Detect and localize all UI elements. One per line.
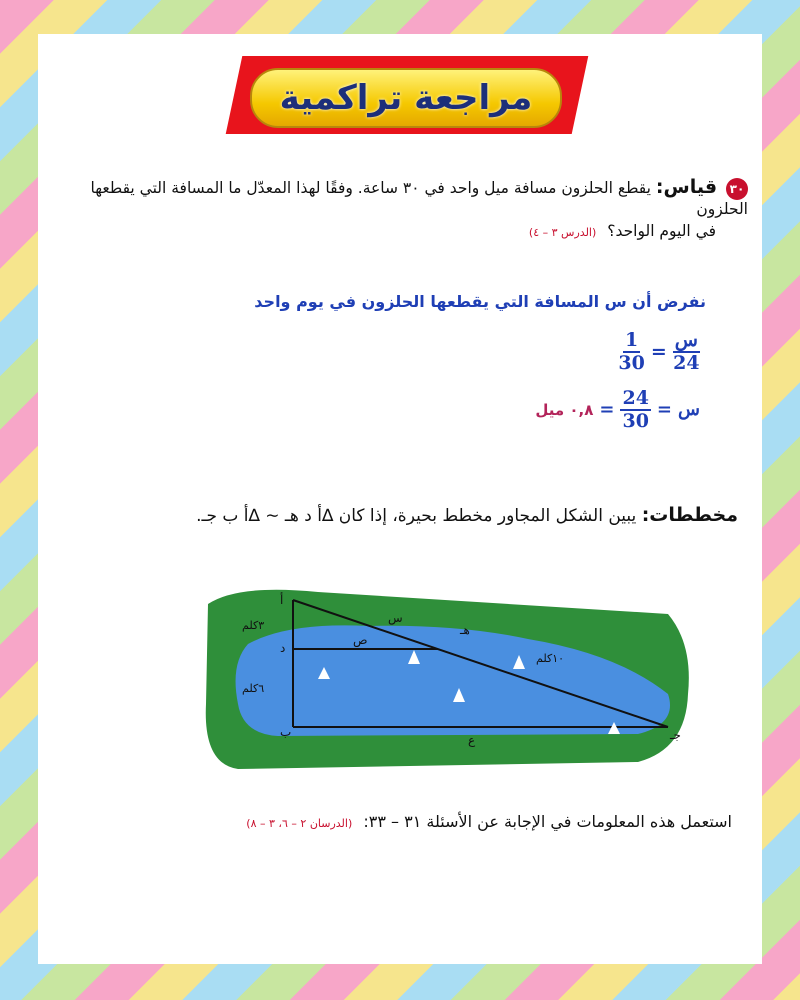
fraction-left-num: س xyxy=(674,329,698,351)
equation-result xyxy=(535,388,700,432)
question-text-line2-wrap xyxy=(529,222,716,240)
question-lesson-ref: (الدرس ٣ – ٤) xyxy=(528,226,597,239)
length-hj-label: ١٠كلم xyxy=(536,652,565,665)
fraction-result-num: 24 xyxy=(622,387,649,409)
lake-diagram xyxy=(198,584,698,774)
equals-sign: = xyxy=(650,340,667,363)
diagram-text: يبين الشكل المجاور مخطط بحيرة، إذا كان ∆أ د هـ ∽ ∆أ ب جـ. xyxy=(196,506,637,526)
fraction-result xyxy=(620,388,650,432)
footer-text: استعمل هذه المعلومات في الإجابة عن الأسئلة ٣١ – ٣٣: xyxy=(363,812,732,831)
result-variable: س xyxy=(678,399,700,421)
fraction-right xyxy=(618,330,644,374)
result-value: ٠,٨ ميل xyxy=(535,400,594,419)
length-ad-label: ٣كلم xyxy=(242,619,265,632)
worksheet-page xyxy=(38,34,762,964)
diagram-prompt xyxy=(196,504,738,526)
question-label: قياس: xyxy=(655,176,718,198)
footer-lesson-ref: (الدرسان ٢ – ٦، ٣ – ٨) xyxy=(246,817,353,830)
fraction-right-den: 30 xyxy=(618,351,645,374)
point-j-label: جـ xyxy=(670,728,681,742)
solution-assumption: نفرض أن س المسافة التي يقطعها الحلزون في يوم واحد xyxy=(254,292,706,311)
length-db-label: ٦كلم xyxy=(242,682,265,695)
fraction-left xyxy=(673,330,700,374)
point-h-label: هـ xyxy=(460,623,470,637)
point-ain-label: ع xyxy=(468,733,476,747)
equals-sign-2: = xyxy=(599,399,615,421)
point-a-label: أ xyxy=(280,593,284,607)
equation-proportion xyxy=(618,330,700,374)
point-d-label: د xyxy=(280,641,286,655)
footer-instruction xyxy=(246,812,732,831)
fraction-right-num: 1 xyxy=(625,329,639,351)
fraction-result-den: 30 xyxy=(622,409,649,432)
question-number-badge: ٣٠ xyxy=(726,178,748,200)
point-sad-label: ص xyxy=(353,633,368,647)
page-title: مراجعة تراكمية xyxy=(250,68,562,128)
fraction-left-den: 24 xyxy=(673,351,700,374)
question-text-line2: في اليوم الواحد؟ xyxy=(607,222,716,240)
point-s-label: س xyxy=(388,611,403,625)
diagram-label: مخططات: xyxy=(641,504,738,526)
question-30 xyxy=(58,176,748,218)
point-b-label: ب xyxy=(280,725,292,739)
equals-sign-1: = xyxy=(656,399,673,421)
question-text-line1: يقطع الحلزون مسافة ميل واحد في ٣٠ ساعة. وفقًا لهذا المعدّل ما المسافة التي يقطعها الحلزون xyxy=(90,179,748,218)
